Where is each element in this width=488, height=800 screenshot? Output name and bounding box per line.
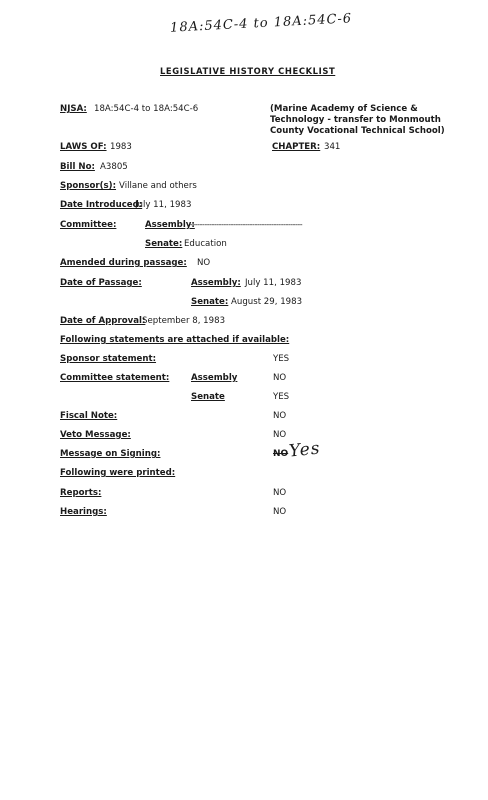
passage-assembly-label: Assembly:	[191, 278, 241, 288]
bill-no-label: Bill No:	[60, 162, 95, 172]
chapter-label: CHAPTER:	[272, 142, 321, 152]
fiscal-note-value: NO	[273, 411, 287, 421]
date-of-passage-label: Date of Passage:	[60, 278, 142, 288]
page-title: LEGISLATIVE HISTORY CHECKLIST	[160, 66, 336, 76]
date-introduced-value: July 11, 1983	[135, 200, 192, 210]
laws-of-value: 1983	[110, 142, 132, 152]
amended-value: NO	[197, 258, 211, 268]
committee-statement-assembly-label: Assembly	[191, 373, 238, 383]
veto-message-label: Veto Message:	[60, 430, 131, 440]
bill-no-value: A3805	[100, 162, 128, 172]
passage-senate-label: Senate:	[191, 297, 229, 307]
note-line-1: (Marine Academy of Science &	[270, 104, 418, 114]
hearings-value: NO	[273, 507, 287, 517]
sponsor-statement-label: Sponsor statement:	[60, 354, 157, 364]
committee-assembly-value: -----------------------------------------------	[190, 220, 303, 229]
passage-senate-value: August 29, 1983	[231, 297, 303, 307]
sponsors-label: Sponsor(s):	[60, 181, 117, 191]
message-on-signing-label: Message on Signing:	[60, 449, 161, 459]
note-block	[270, 104, 445, 137]
handwritten-statute-range: 18A:54C-4 to 18A:54C-6	[169, 11, 353, 36]
committee-statement-label: Committee statement:	[60, 373, 170, 383]
committee-senate-value: Education	[184, 239, 227, 249]
committee-senate-label: Senate:	[145, 239, 183, 249]
following-printed-heading: Following were printed:	[60, 468, 176, 478]
amended-label: Amended during passage:	[60, 258, 187, 268]
sponsors-value: Villane and others	[119, 181, 197, 191]
committee-label: Committee:	[60, 220, 117, 230]
laws-of-label: LAWS OF:	[60, 142, 107, 152]
sponsor-statement-value: YES	[273, 354, 290, 364]
reports-label: Reports:	[60, 488, 102, 498]
veto-message-value: NO	[273, 430, 287, 440]
message-on-signing-handwritten: Yes	[288, 438, 322, 462]
date-of-approval-value: September 8, 1983	[142, 316, 226, 326]
fiscal-note-label: Fiscal Note:	[60, 411, 118, 421]
message-on-signing-struck-value: NO	[273, 449, 289, 459]
passage-assembly-value: July 11, 1983	[245, 278, 302, 288]
committee-statement-senate-value: YES	[273, 392, 290, 402]
hearings-label: Hearings:	[60, 507, 107, 517]
committee-statement-assembly-value: NO	[273, 373, 287, 383]
committee-assembly-label: Assembly:	[145, 220, 195, 230]
following-attached-heading: Following statements are attached if available:	[60, 335, 290, 345]
note-line-3: County Vocational Technical School)	[270, 126, 445, 136]
reports-value: NO	[273, 488, 287, 498]
date-introduced-label: Date Introduced:	[60, 200, 143, 210]
njsa-value: 18A:54C-4 to 18A:54C-6	[94, 104, 199, 114]
date-of-approval-label: Date of Approval:	[60, 316, 146, 326]
chapter-value: 341	[324, 142, 341, 152]
njsa-label: NJSA:	[60, 104, 87, 114]
note-line-2: Technology - transfer to Monmouth	[270, 115, 441, 125]
committee-statement-senate-label: Senate	[191, 392, 225, 402]
